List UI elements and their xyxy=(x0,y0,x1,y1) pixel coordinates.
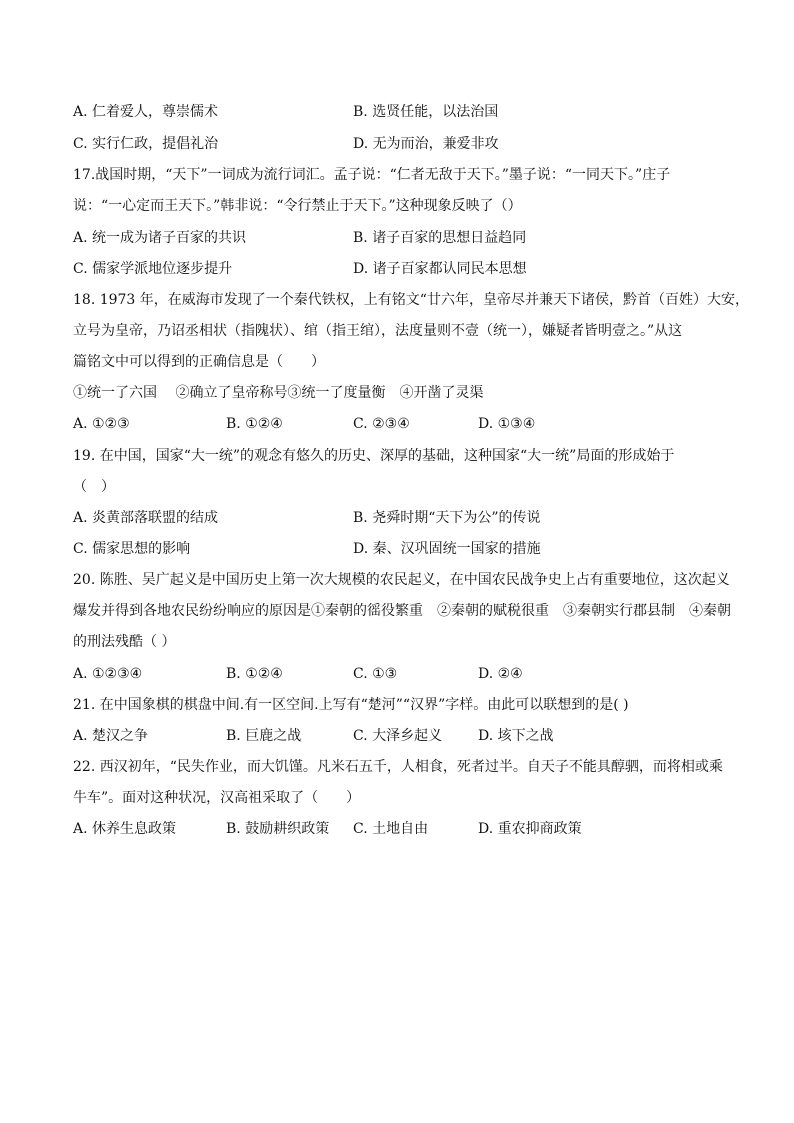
q21-option-a[interactable]: A. 楚汉之争 xyxy=(73,728,149,744)
q22-option-b[interactable]: B. 鼓励耕织政策 xyxy=(226,821,330,837)
q19-stem-line-1: 19. 在中国，国家“大一统”的观念有悠久的历史、深厚的基础，这种国家“大一统”局面的形成始于 xyxy=(73,448,675,464)
q22-options-row xyxy=(73,819,723,839)
q16-option-a[interactable]: A. 仁着爱人，尊崇儒术 xyxy=(73,104,219,120)
q19-option-a[interactable]: A. 炎黄部落联盟的结成 xyxy=(73,510,219,526)
q20-stem-line-3: 的刑法残酷（ ） xyxy=(73,634,176,650)
q21-stem-line-1: 21. 在中国象棋的棋盘中间.有一区空间.上写有“楚河”“汉界”字样。由此可以联想到的是( ) xyxy=(73,697,629,713)
q18-stem-line-2: 立号为皇帝，乃诏丞相状（指隗状）、绾（指王绾），法度量则不壹（统一），嫌疑者皆明壹之。”从这 xyxy=(73,323,683,339)
q21-option-c[interactable]: C. 大泽乡起义 xyxy=(353,728,443,744)
q22-stem-line-2: 牛车”。面对这种状况，汉高祖采取了（ ） xyxy=(73,790,361,806)
q22-option-a[interactable]: A. 休养生息政策 xyxy=(73,821,177,837)
q17-options-row-2 xyxy=(73,259,723,279)
q16-option-d[interactable]: D. 无为而治，兼爱非攻 xyxy=(353,136,499,152)
q20-option-b[interactable]: B. ①②④ xyxy=(226,666,283,682)
q21-option-b[interactable]: B. 巨鹿之战 xyxy=(226,728,302,744)
q18-options-row xyxy=(73,414,723,434)
q19-option-b[interactable]: B. 尧舜时期“天下为公”的传说 xyxy=(353,510,541,526)
q20-stem-line-1: 20. 陈胜、吴广起义是中国历史上第一次大规模的农民起义，在中国农民战争史上占有重要地位，这次起义 xyxy=(73,572,730,588)
q18-statement-items: ①统一了六国 ②确立了皇帝称号③统一了度量衡 ④开凿了灵渠 xyxy=(73,385,484,401)
q20-options-row xyxy=(73,664,723,684)
q18-option-c[interactable]: C. ②③④ xyxy=(353,416,410,432)
q18-option-b[interactable]: B. ①②④ xyxy=(226,416,283,432)
q18-stem-line-3: 篇铭文中可以得到的正确信息是（ ） xyxy=(73,354,325,370)
q17-option-a[interactable]: A. 统一成为诸子百家的共识 xyxy=(73,230,247,246)
q16-options-row-1 xyxy=(73,102,723,122)
q19-option-d[interactable]: D. 秦、汉巩固统一国家的措施 xyxy=(353,541,541,557)
q17-option-d[interactable]: D. 诸子百家都认同民本思想 xyxy=(353,261,527,277)
q16-options-row-2 xyxy=(73,134,723,154)
q20-option-c[interactable]: C. ①③ xyxy=(353,666,398,682)
q17-stem-line-1: 17.战国时期，“天下”一词成为流行词汇。孟子说：“仁者无敌于天下。”墨子说：“一同天下。”庄子 xyxy=(73,167,671,183)
q22-stem-line-1: 22. 西汉初年，“民失作业，而大饥馑。凡米石五千，人相食，死者过半。自天子不能具醇驷，而将相或乘 xyxy=(73,759,723,775)
q19-options-row-2 xyxy=(73,539,723,559)
q18-option-d[interactable]: D. ①③④ xyxy=(478,416,536,432)
q17-option-b[interactable]: B. 诸子百家的思想日益趋同 xyxy=(353,230,527,246)
q17-option-c[interactable]: C. 儒家学派地位逐步提升 xyxy=(73,261,233,277)
q21-option-d[interactable]: D. 垓下之战 xyxy=(478,728,554,744)
q16-option-b[interactable]: B. 选贤任能，以法治国 xyxy=(353,104,499,120)
q17-options-row-1 xyxy=(73,228,723,248)
q22-option-c[interactable]: C. 土地自由 xyxy=(353,821,429,837)
q16-option-c[interactable]: C. 实行仁政，提倡礼治 xyxy=(73,136,219,152)
q22-option-d[interactable]: D. 重农抑商政策 xyxy=(478,821,582,837)
q18-option-a[interactable]: A. ①②③ xyxy=(73,416,130,432)
q18-stem-line-1: 18. 1973 年，在威海市发现了一个秦代铁权，上有铭文“廿六年，皇帝尽并兼天下诸侯，黔首（百姓）大安， xyxy=(73,292,749,308)
q19-option-c[interactable]: C. 儒家思想的影响 xyxy=(73,541,191,557)
q20-stem-line-2: 爆发并得到各地农民纷纷响应的原因是①秦朝的徭役繁重 ②秦朝的赋税很重 ③秦朝实行郡县制 ④秦朝 xyxy=(73,603,731,619)
q19-stem-line-2: （ ） xyxy=(73,479,115,495)
q21-options-row xyxy=(73,726,723,746)
q20-option-d[interactable]: D. ②④ xyxy=(478,666,523,682)
q20-option-a[interactable]: A. ①②③④ xyxy=(73,666,143,682)
q19-options-row-1 xyxy=(73,508,723,528)
q17-stem-line-2: 说：“一心定而王天下。”韩非说：“令行禁止于天下。”这种现象反映了（） xyxy=(73,198,522,214)
